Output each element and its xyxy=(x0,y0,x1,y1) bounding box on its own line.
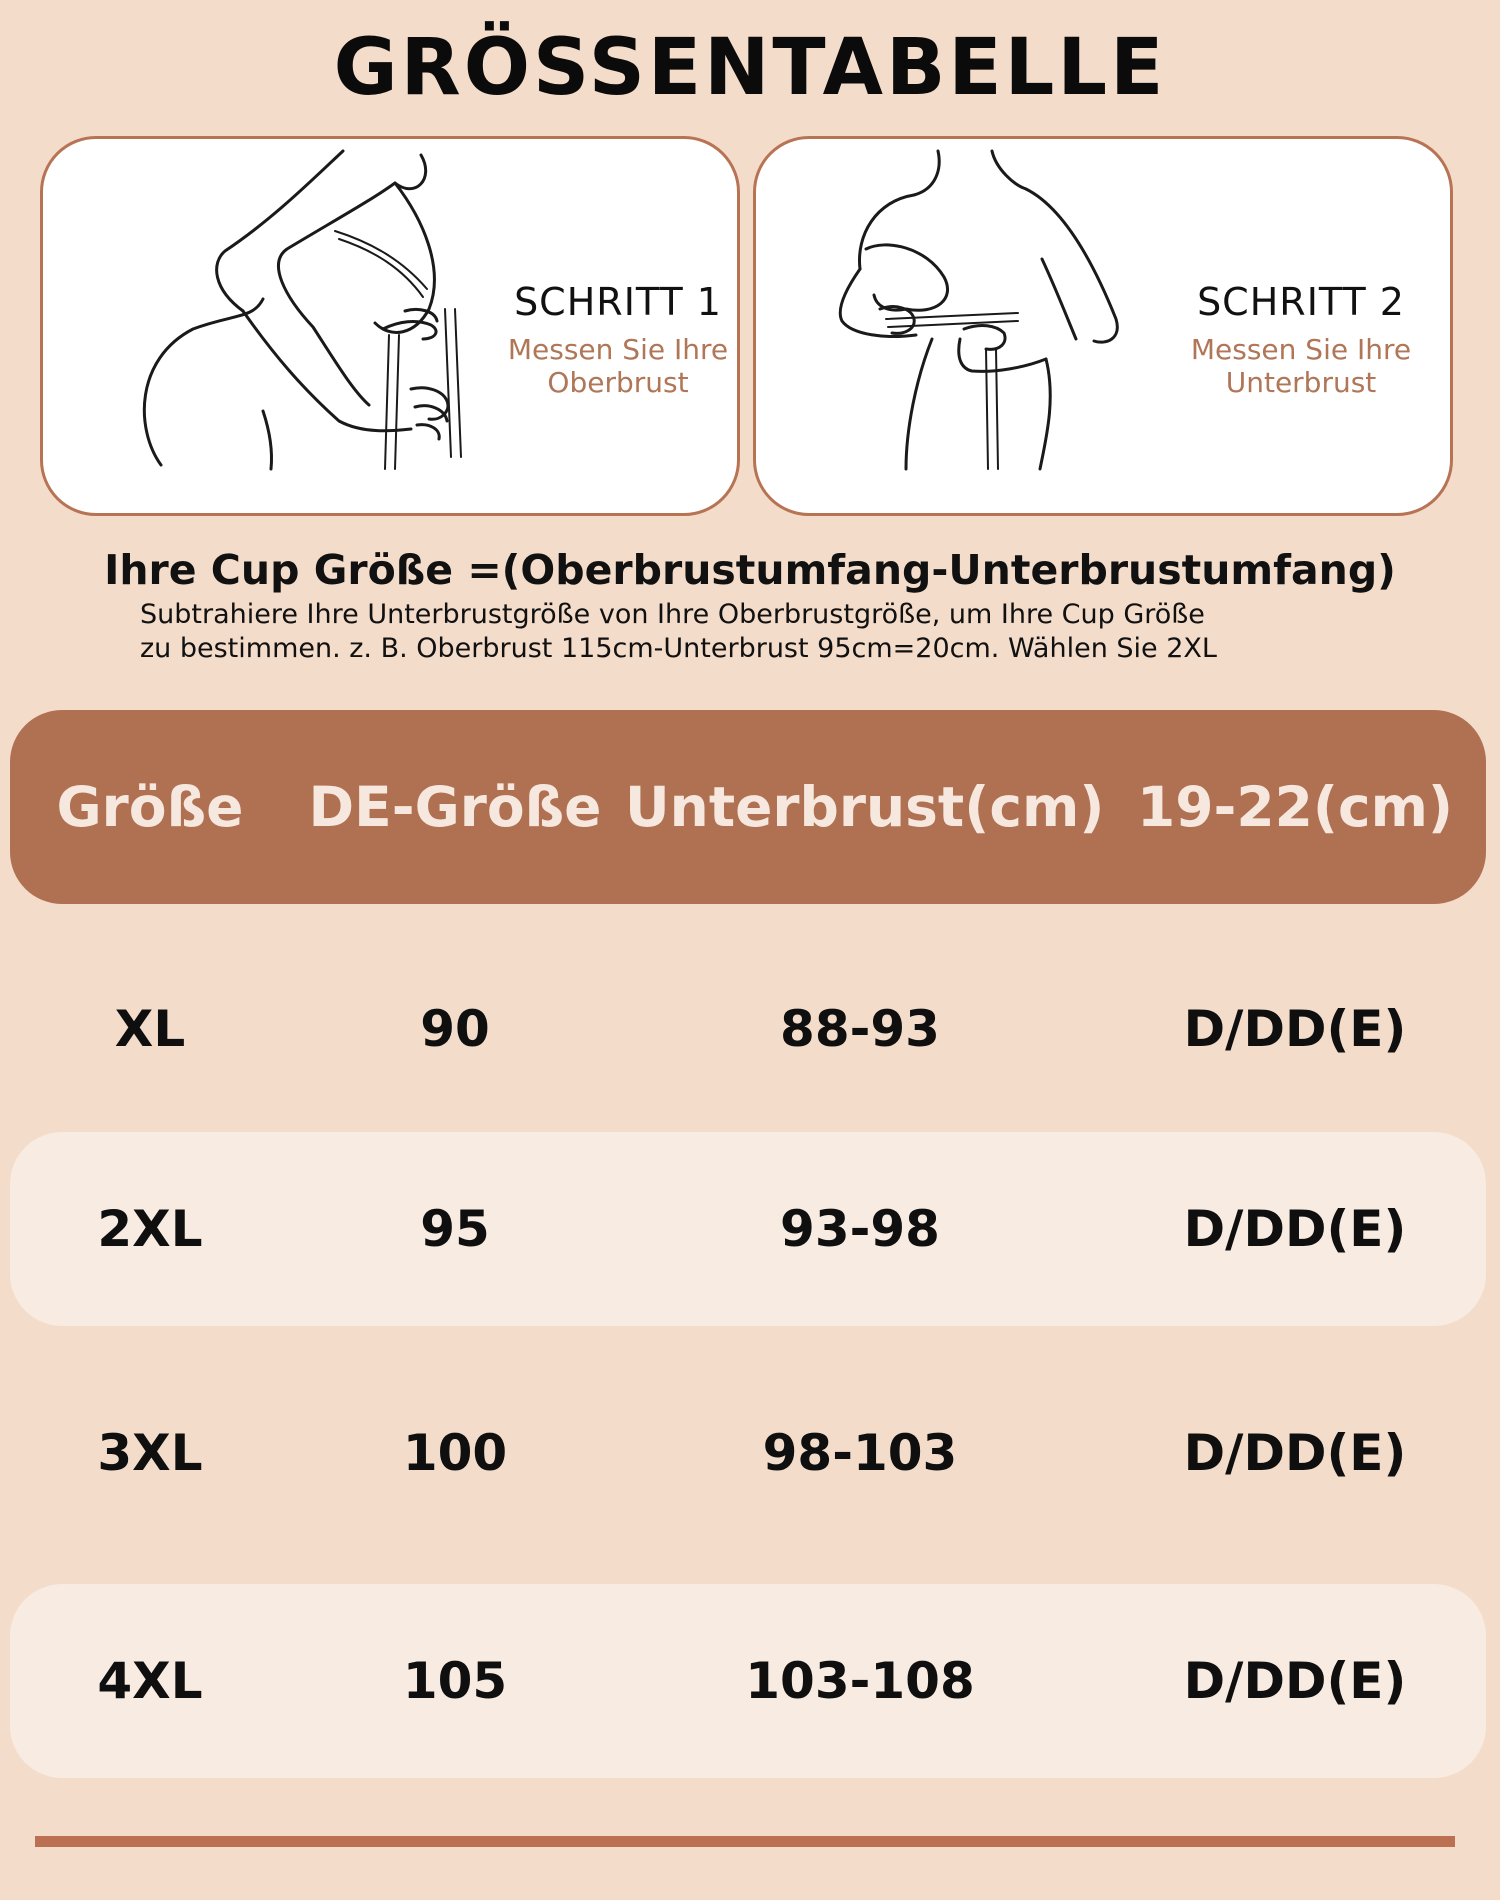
header-cup: 19-22(cm) xyxy=(1136,775,1454,839)
cell-cup: D/DD(E) xyxy=(1183,1652,1407,1710)
step-2-desc-line2: Unterbrust xyxy=(1225,366,1377,399)
step-2-title: SCHRITT 2 xyxy=(1197,280,1405,324)
cell-underbust: 88-93 xyxy=(780,1000,940,1058)
step-1-title: SCHRITT 1 xyxy=(514,280,722,324)
cell-size: XL xyxy=(114,1000,186,1058)
size-table-header xyxy=(10,710,1486,904)
cell-cup: D/DD(E) xyxy=(1183,1200,1407,1258)
formula-explanation xyxy=(140,598,1400,666)
cell-cup: D/DD(E) xyxy=(1183,1424,1407,1482)
cell-de-size: 105 xyxy=(402,1652,508,1710)
cell-underbust: 103-108 xyxy=(745,1652,975,1710)
cup-size-formula: Ihre Cup Größe =(Oberbrustumfang-Unterbrustumfang) xyxy=(104,546,1396,594)
step-1-card xyxy=(40,136,740,516)
step-2-card xyxy=(753,136,1453,516)
cell-de-size: 95 xyxy=(420,1200,490,1258)
cell-de-size: 100 xyxy=(402,1424,508,1482)
cell-underbust: 93-98 xyxy=(780,1200,940,1258)
header-de-size: DE-Größe xyxy=(308,775,602,839)
step-2-text xyxy=(1151,279,1451,399)
table-row xyxy=(10,1584,1486,1778)
header-size: Größe xyxy=(56,775,244,839)
step-1-desc-line2: Oberbrust xyxy=(547,366,689,399)
cell-size: 4XL xyxy=(97,1652,203,1710)
header-underbust: Unterbrust(cm) xyxy=(625,775,1105,839)
table-row xyxy=(10,1356,1486,1550)
cell-cup: D/DD(E) xyxy=(1183,1000,1407,1058)
step-1-desc-line1: Messen Sie Ihre xyxy=(507,333,729,366)
cell-underbust: 98-103 xyxy=(762,1424,958,1482)
table-row xyxy=(10,932,1486,1126)
cell-de-size: 90 xyxy=(420,1000,490,1058)
step-1-text xyxy=(468,279,740,399)
cell-size: 2XL xyxy=(97,1200,203,1258)
page-title: GRÖSSENTABELLE xyxy=(333,23,1167,113)
cell-size: 3XL xyxy=(97,1424,203,1482)
step-2-desc-line1: Messen Sie Ihre xyxy=(1190,333,1412,366)
bottom-divider xyxy=(35,1836,1455,1847)
explanation-line-1: Subtrahiere Ihre Unterbrustgröße von Ihre Oberbrustgröße, um Ihre Cup Größe xyxy=(140,599,1205,630)
table-row xyxy=(10,1132,1486,1326)
explanation-line-2: zu bestimmen. z. B. Oberbrust 115cm-Unterbrust 95cm=20cm. Wählen Sie 2XL xyxy=(140,633,1217,664)
